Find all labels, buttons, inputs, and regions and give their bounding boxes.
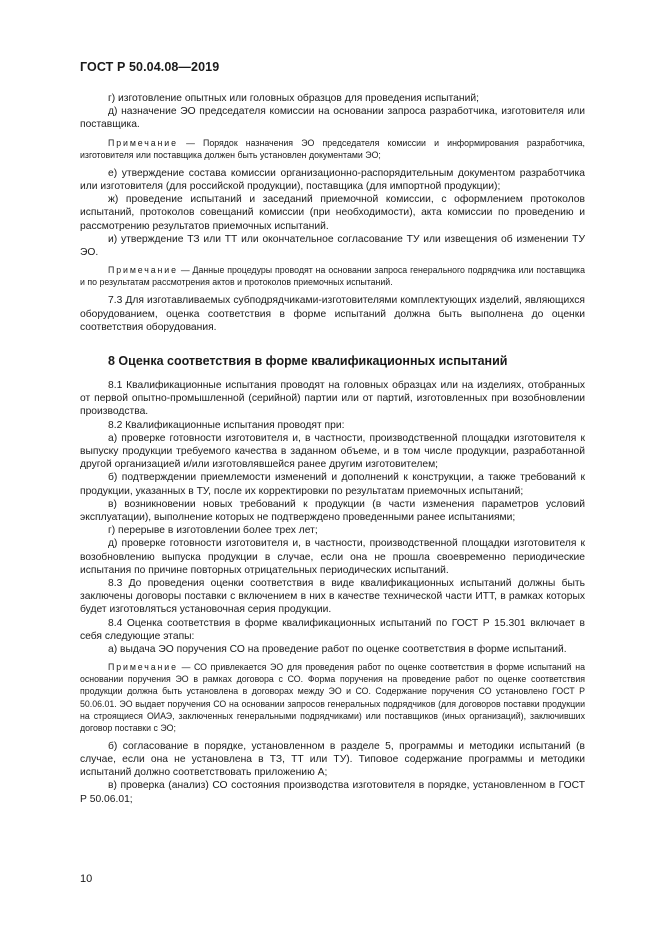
item-e: е) утверждение состава комиссии организационно-распорядительным документом разработчика или изготовителя (для российской продукции), поставщика (для импортной продукции); <box>80 167 585 192</box>
clause-8-3: 8.3 До проведения оценки соответствия в виде квалификационных испытаний должны быть заключены договоры поставки с включением в них в качестве технической части ИТТ, в рамках которых будет изготовляться установочная серия продукции. <box>80 578 585 616</box>
clause-8-4: 8.4 Оценка соответствия в форме квалификационных испытаний по ГОСТ Р 15.301 включает в себя следующие этапы: <box>80 617 585 642</box>
note-label: Примечание <box>108 265 178 276</box>
clause-8-2: 8.2 Квалификационные испытания проводят при: <box>108 419 345 431</box>
clause-8-2-g: г) перерыве в изготовлении более трех лет; <box>108 525 318 537</box>
clause-8-2-a: а) проверке готовности изготовителя и, в частности, производственной площадки изготовителя к выпуску продукции требуемого качества в заданном объеме, и в том числе продукции, разработанной другой организацией и/или изготовлявшейся ранее другим изготовителем; <box>80 432 585 471</box>
note-3 <box>80 661 585 734</box>
clause-8-2-b: б) подтверждении приемлемости изменений и дополнений к конструкции, а также требований к продукции, указанных в ТУ, после их корректировки по результатам приемочных испытаний; <box>80 472 585 497</box>
clause-8-2-v: в) возникновении новых требований к продукции (в части изменения параметров условий эксплуатации), выполнение которых не подтверждено проведенными ранее испытаниями; <box>80 498 585 524</box>
item-g: г) изготовление опытных или головных образцов для проведения испытаний; <box>108 93 479 104</box>
note-2 <box>80 264 585 288</box>
section-8-heading: 8 Оценка соответствия в форме квалификационных испытаний <box>108 354 508 369</box>
clause-7-3: 7.3 Для изготавливаемых субподрядчиками-изготовителями комплектующих изделий, являющихся оборудованием, оценка соответствия в форме испытаний должна быть выполнена до оценки соответствия оборудования. <box>80 295 585 333</box>
note-text: — СО привлекается ЭО для проведения работ по оценке соответствия в форме испытаний на основании поручения ЭО в рамках договора с СО. Форма поручения на проведение работ по оценке соответствия продукции должна быть установлена в договорах между ЭО и СО. Содержание поручения СО установлено ГОСТ Р 50.06.01. ЭО выдает поручения СО на основании запросов генеральных подрядчиков (для договоров поставки продукции на строящиеся ОИАЭ, заключенных генеральными подрядчиками) или поставщиков (иных организаций), заключивших договор поставки с ЭО; <box>80 662 585 733</box>
item-zh: ж) проведение испытаний и заседаний приемочной комиссии, с оформлением протоколов испытаний, протоколов совещаний комиссии (при необходимости), акта комиссии по проведению и рассмотрению результатов приемочных испытаний. <box>80 194 585 232</box>
note-text: — Данные процедуры проводят на основании запроса генерального подрядчика или поставщика и по результатам рассмотрения актов и протоколов приемочных испытаний. <box>80 265 585 288</box>
page-number: 10 <box>80 873 93 885</box>
note-text: — Порядок назначения ЭО председателя комиссии и информирования разработчика, изготовителя или поставщика должен быть установлен документами ЭО; <box>80 137 585 160</box>
item-i: и) утверждение ТЗ или ТТ или окончательное согласование ТУ или извещения об изменении ТУ ЭО. <box>80 233 585 259</box>
document-body <box>80 92 585 806</box>
clause-8-4-a: а) выдача ЭО поручения СО на проведение работ по оценке соответствия в форме испытаний. <box>108 644 567 656</box>
clause-8-1: 8.1 Квалификационные испытания проводят на головных образцах или на изделиях, отобранных от первой опытно-промышленной (серийной) партии или от партий, изготовленных при возобновлении производства. <box>80 380 585 418</box>
clause-8-4-b: б) согласование в порядке, установленном в разделе 5, программы и методики испытаний (в случае, если она не установлена в ТЗ, ТТ или ТУ). Типовое содержание программы и методики испытаний должно соответствовать приложению А; <box>80 740 585 779</box>
note-label: Примечание <box>108 137 178 148</box>
clause-8-2-d: д) проверке готовности изготовителя и, в частности, производственной площадки изготовителя к возобновлению выпуска продукции в случае, если она не прошла своевременно периодические испытания по причине повторных отрицательных периодических испытаний. <box>80 538 585 576</box>
document-header: ГОСТ Р 50.04.08—2019 <box>80 60 220 74</box>
item-d: д) назначение ЭО председателя комиссии на основании запроса разработчика, изготовителя или поставщика. <box>80 106 585 131</box>
clause-8-4-v: в) проверка (анализ) СО состояния производства изготовителя в порядке, установленном в ГОСТ Р 50.06.01; <box>80 780 585 805</box>
note-1 <box>80 137 585 161</box>
note-label: Примечание <box>108 662 178 673</box>
